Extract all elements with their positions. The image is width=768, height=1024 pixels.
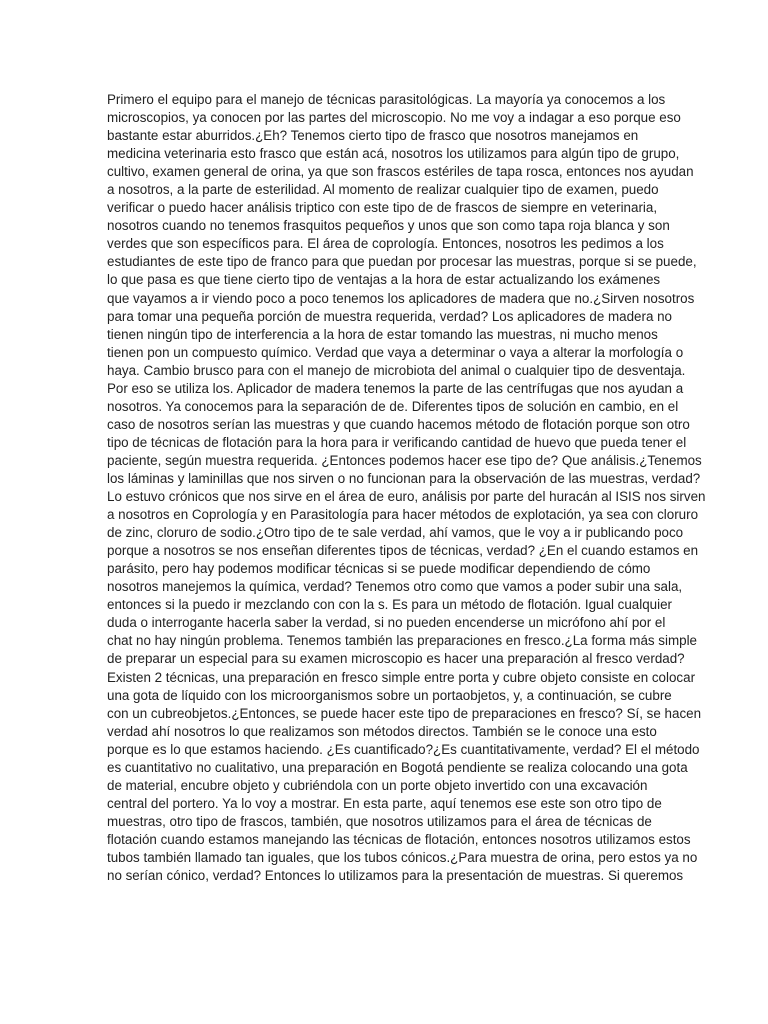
body-line: entonces si la puedo ir mezclando con con la s. Es para un método de flotación. Igual cualquier — [107, 597, 672, 613]
body-line: central del portero. Ya lo voy a mostrar. En esta parte, aquí tenemos ese este son otro tipo de — [107, 795, 662, 811]
body-line: de preparar un especial para su examen microscopio es hacer una preparación al fresco verdad? — [107, 651, 685, 667]
body-line: parásito, pero hay podemos modificar técnicas si se puede modificar dependiendo de cómo — [107, 561, 651, 577]
body-line: tienen ningún tipo de interferencia a la hora de estar tomando las muestras, ni mucho menos — [107, 326, 658, 342]
body-line: estudiantes de este tipo de franco para que puedan por procesar las muestras, porque si se puede, — [107, 254, 697, 270]
body-line: a nosotros en Coprología y en Parasitología para hacer métodos de explotación, ya sea con cloruro — [107, 507, 699, 523]
body-line: tipo de técnicas de flotación para la hora para ir verificando cantidad de huevo que pueda tener el — [107, 434, 687, 450]
body-line: nosotros. Ya conocemos para la separación de de. Diferentes tipos de solución en cambio, en el — [107, 398, 679, 414]
body-line: con un cubreobjetos.¿Entonces, se puede hacer este tipo de preparaciones en fresco? Sí, se hacen — [107, 705, 702, 721]
body-line: cultivo, examen general de orina, ya que son frascos estériles de tapa rosca, entonces nos ayudan — [107, 164, 694, 180]
body-line: microscopios, ya conocen por las partes del microscopio. No me voy a indagar a eso porque eso — [107, 110, 681, 126]
body-line: de material, encubre objeto y cubriéndola con un porte objeto invertido con una excavación — [107, 777, 648, 793]
body-line: tubos también llamado tan iguales, que los tubos cónicos.¿Para muestra de orina, pero estos ya no — [107, 849, 698, 865]
body-line: porque es lo que estamos haciendo. ¿Es cuantificado?¿Es cuantitativamente, verdad? El el método — [107, 741, 700, 757]
body-line: chat no hay ningún problema. Tenemos también las preparaciones en fresco.¿La forma más simple — [107, 633, 697, 649]
body-line: verificar o puedo hacer análisis triptico con este tipo de de frascos de siempre en veterinaria, — [107, 200, 658, 216]
body-line: Primero el equipo para el manejo de técnicas parasitológicas. La mayoría ya conocemos a los — [107, 92, 666, 107]
body-line: no serían cónico, verdad? Entonces lo utilizamos para la presentación de muestras. Si queremos — [107, 868, 684, 884]
body-line: una gota de líquido con los microorganismos sobre un portaobjetos, y, a continuación, se cubre — [107, 687, 672, 703]
body-line: lo que pasa es que tiene cierto tipo de ventajas a la hora de estar actualizando los exámenes — [107, 272, 661, 288]
body-line: medicina veterinaria esto frasco que están acá, nosotros los utilizamos para algún tipo de grupo, — [107, 146, 680, 162]
body-line: Lo estuvo crónicos que nos sirve en el área de euro, análisis por parte del huracán al ISIS nos sirven — [107, 489, 706, 505]
body-line: bastante estar aburridos.¿Eh? Tenemos cierto tipo de frasco que nosotros manejamos en — [107, 128, 639, 144]
body-line: porque a nosotros se nos enseñan diferentes tipos de técnicas, verdad? ¿En el cuando estamos en — [107, 543, 699, 559]
body-line: a nosotros, a la parte de esterilidad. Al momento de realizar cualquier tipo de examen, puedo — [107, 182, 659, 198]
body-line: nosotros cuando no tenemos frasquitos pequeños y unos que son como tapa roja blanca y son — [107, 218, 670, 234]
body-line: tienen pon un compuesto químico. Verdad que vaya a determinar o vaya a alterar la morfología o — [107, 344, 684, 360]
body-line: verdes que son específicos para. El área de coprología. Entonces, nosotros les pedimos a los — [107, 236, 664, 252]
body-line: de zinc, cloruro de sodio.¿Otro tipo de te sale verdad, ahí vamos, que le voy a ir publicando poco — [107, 525, 684, 541]
transcript-body — [107, 91, 706, 885]
body-line: Por eso se utiliza los. Aplicador de madera tenemos la parte de las centrífugas que nos ayudan a — [107, 380, 684, 396]
body-line: paciente, según muestra requerida. ¿Entonces podemos hacer ese tipo de? Que análisis.¿Tenemos — [107, 452, 702, 468]
body-line: duda o interrogante hacerla saber la verdad, si no pueden encenderse un micrófono ahí por el — [107, 615, 666, 631]
body-line: nosotros manejemos la química, verdad? Tenemos otro como que vamos a poder subir una sala, — [107, 579, 683, 595]
body-line: para tomar una pequeña porción de muestra requerida, verdad? Los aplicadores de madera no — [107, 308, 673, 324]
body-line: que vayamos a ir viendo poco a poco tenemos los aplicadores de madera que no.¿Sirven nosotros — [107, 290, 695, 306]
body-line: es cuantitativo no cualitativo, una preparación en Bogotá pendiente se realiza colocando una gota — [107, 759, 688, 775]
body-line: muestras, otro tipo de frascos, también, que nosotros utilizamos para el área de técnicas de — [107, 813, 652, 829]
body-line: Existen 2 técnicas, una preparación en fresco simple entre porta y cubre objeto consiste en colocar — [107, 669, 696, 685]
body-line: verdad ahí nosotros lo que realizamos son métodos directos. También se le conoce una esto — [107, 723, 657, 739]
body-line: los láminas y laminillas que nos sirven o no funcionan para la observación de las muestras, verdad? — [107, 470, 701, 486]
body-line: haya. Cambio brusco para con el manejo de microbiota del animal o cualquier tipo de desventaja. — [107, 362, 686, 378]
body-line: flotación cuando estamos manejando las técnicas de flotación, entonces nosotros utilizamos estos — [107, 831, 691, 847]
body-line: caso de nosotros serían las muestras y que cuando hacemos método de flotación porque son otro — [107, 416, 690, 432]
